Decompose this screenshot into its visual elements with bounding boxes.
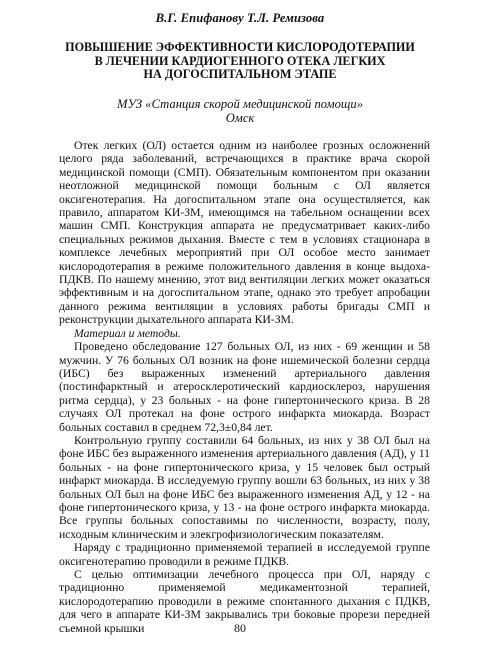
title-line: ПОВЫШЕНИЕ ЭФФЕКТИВНОСТИ КИСЛОРОДОТЕРАПИИ: [65, 40, 415, 54]
body-paragraph: Проведено обследование 127 больных ОЛ, из них - 69 женщин и 58 мужчин. У 76 больных ОЛ возник на фоне ишемической болезни сердца (ИБС) без выраженных изменений артериального давления (постинфарктный и атеросклеротический кардиосклероз, нарушения ритма сердца), у 23 больных - на фоне гипертонического криза. В 28 случаях ОЛ протекал на фоне острого инфаркта миокарда. Возраст больных составил в среднем 72,3±0,84 лет.: [59, 340, 430, 434]
affiliation-city: Омск: [225, 111, 255, 125]
section-heading: Материал и методы.: [74, 326, 181, 340]
article-body: [59, 139, 430, 635]
article-title: [40, 41, 440, 82]
page-number: 80: [234, 621, 246, 635]
affiliation: [0, 97, 480, 125]
body-paragraph: С целью оптимизации лечебного процесса при ОЛ, наряду с традиционно применяемой медикаментозной терапией, кислородотерапию проводили в режиме спонтанного дыхания с ПДКВ, для чего в аппарате КИ-ЗМ закрывались три боковые прорези передней съемной крышки: [59, 568, 430, 635]
authors-line: В.Г. Епифанову Т.Л. Ремизова: [155, 11, 325, 25]
title-line: В ЛЕЧЕНИИ КАРДИОГЕННОГО ОТЕКА ЛЕГКИХ: [94, 53, 386, 68]
title-line: НА ДОГОСПИТАЛЬНОМ ЭТАПЕ: [143, 67, 337, 82]
body-paragraph: Наряду с традиционно применяемой терапией в исследуемой группе оксигенотерапию проводили в режиме ПДКВ.: [59, 541, 430, 568]
body-paragraph: Контрольную группу составили 64 больных, из них у 38 ОЛ был на фоне ИБС без выраженного изменения артериального давления (АД), у 11 больных - на фоне гипертонического криза, у 15 человек был острый инфаркт миокарда. В исследуемую группу вошли 63 больных, из них у 38 больных ОЛ был на фоне ИБС без выраженного изменения АД, у 12 - на фоне гипертонического криза, у 13 - на фоне острого инфаркта миокарда. Все группы больных сопоставимы по численности, возрасту, полу, исходным клиническим и элекгрофизиологическим показателям.: [59, 433, 430, 541]
body-paragraph: Отек легких (ОЛ) остается одним из наиболее грозных осложнений целого ряда заболеваний, встречающихся в практике врача скорой медицинской помощи (СМП). Обязательным компонентом при оказании неотложной медицинской помощи больным с ОЛ является оксигенотерапия. На догоспитальном этапе она осуществляется, как правило, аппаратом КИ-ЗМ, имеющимся на табельном оснащении всех машин СМП. Конструкция аппарата не предусматривает каких-либо специальных режимов дыхания. Вместе с тем в условиях стационара в комплексе лечебных мероприятий при ОЛ особое место занимает кислородотерапия в режиме положительного давления в конце выдоха- ПДКВ. По нашему мнению, этот вид вентиляции легких может оказаться эффективным и на догоспитальном этапе, однако это требует апробации данного режима вентиляции в условиях работы бригады СМП и реконструкции дыхательного аппарата КИ-ЗМ.: [59, 139, 430, 327]
affiliation-organization: МУЗ «Станция скорой медицинской помощи»: [116, 97, 364, 111]
